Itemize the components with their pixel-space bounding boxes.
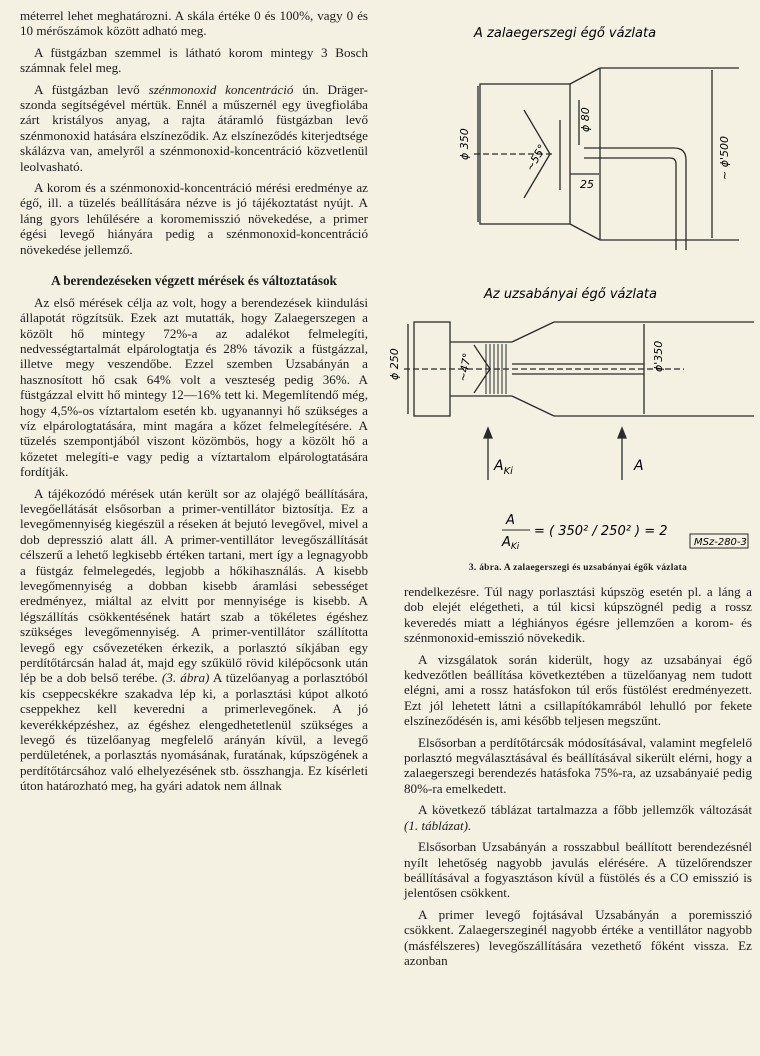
formula-rhs: = ( 350² / 250² ) = 2: [534, 524, 668, 539]
paragraph: rendelkezésre. Túl nagy porlasztási kúpszög esetén pl. a láng a dob elejét elégetheti, a túl kicsi kúpszögnél pedig a rossz keveredés miatt a léghiányos égésre jellemzően a korom- és szénmonoxid-emisszió növekedik.: [404, 584, 752, 646]
arrow-label-sub: Ki: [503, 466, 513, 477]
dim-label-angle: ~47°: [456, 351, 474, 383]
figure-code: MSz-280-3: [694, 537, 747, 548]
paragraph: [20, 486, 368, 794]
dim-label-25: 25: [580, 178, 594, 191]
right-column: [404, 584, 752, 974]
cone-top: [512, 322, 554, 342]
arrow-head-aki: [484, 428, 492, 438]
left-column: [20, 8, 368, 800]
paragraph: Elsősorban Uzsabányán a rosszabbul beállított berendezésnél nyílt lehetőség nagyobb javulás elérésére. A tüzelőrendszer beállításával a fogyasztáson kívül a füstölés és a CO emisszió is jelentősen csökkent.: [404, 839, 752, 901]
fuel-pipe-inner: [584, 158, 676, 250]
paragraph: A vizsgálatok során kiderült, hogy az uzsabányai égő kedvezőtlen beállítása következtében a tüzelőanyag nem tudott elégni, ami a rossz hatásfokon túl erős füstölést eredményezett. Ezt jól lehetett látni a csillapítókamrából lehulló por fekete elszíneződésén is, ami később teljesen megszűnt.: [404, 651, 752, 729]
text-run: A következő táblázat tartalmazza a főbb jellemzők változását: [418, 802, 752, 818]
formula-den-main: A: [502, 535, 511, 550]
emphasis: szénmonoxid koncentráció: [148, 81, 294, 97]
paragraph: [404, 802, 752, 833]
dim-label-350: ϕ'350: [652, 340, 665, 372]
figure-title-top: A zalaegerszegi égő vázlata: [474, 26, 657, 41]
paragraph: Az első mérések célja az volt, hogy a berendezések kiindulási állapotát rögzítsük. Ezek azt mutatták, hogy Zalaegerszegen a közölt hő mintegy 72%-a az adalékot felmelegíti, nedvességtartalmát elpárologtatja és 28% távozik a füstgázzal, illetve megy veszendőbe. Ezzel szemben Uzsabányán a hasznosított hő csak 64% volt a veszteség pedig 36%. A füstgázzal elvitt hő mintegy 12—16% tett ki. Megemlítendő még, hogy 4,5%-os víztartalom esetén kb. ugyanannyi hő szükséges a víz elpárologtatására, mint magára a kőzet felmelegítésére. A tüzelés szempontjából viszont közömbös, hogy a közölt hő a kőzetet melegíti-e vagy pedig a víztartalom elpárologtatására fordítják.: [20, 294, 368, 480]
emphasis: (1. táblázat).: [404, 817, 472, 833]
paragraph: [20, 82, 368, 174]
arrow-label-aki: [493, 458, 513, 477]
figure-caption: 3. ábra. A zalaegerszegi és uzsabányai égők vázlata: [468, 563, 688, 573]
text-run: A tájékozódó mérések után került sor az olajégő beállítására, levegőellátását elsősorban a primer-ventillátor biztosítja. Ez a levegőmennyiség kiegészül a réseken át bejutó levegővel, mivel a dob depresszió alatt áll. A primer-ventillátor levegőszállítását célszerű a lehető legkisebb értéken tartani, mert így a legnagyobb a füstgáz felmelegedés, legjobb a hőkihasználás. A kisebb levegőmennyiség a dobban kisebb áramlási sebességet eredményez, miáltal az elvitt por mennyisége is kisebb. A légszállítás csökkentésének határt szab a tökéletes égéshez szükséges levegőmennyiség. A primer-ventillátor szállította levegő egy csővezetéken érkezik, a porlasztó síkjában egy perdítőtárcsán halad át, majd egy szűkülő rövid kilépőcsonk után lép be a dob belső terébe.: [20, 485, 368, 686]
formula-den-sub: Ki: [510, 542, 520, 552]
spray-lower: [474, 369, 490, 393]
text-run: A tüzelőanyag a porlasztóból kis cseppecskékre szakadva lép ki, a porlasztási kúpot alkotó cseppekhez kell keveredni a primerlevegőnek. A jó keverékképzéshez, az égéshez elengedhetetlenül szükséges a levegő és tüzelőanyag megfelelő arányán kívül, a levegő perdületének, a porlasztás nyomásának, furatának, kúpszögének a perdítőtárcsához való elhelyezésének stb. összhangja. Ez kísérleti úton határozható meg, ha gyári adatok nem állnak: [20, 670, 368, 794]
zalaegerszeg-burner-drawing: [474, 68, 739, 250]
cone-bottom: [512, 396, 554, 416]
dim-label-500: ~ ϕ'500: [718, 136, 731, 180]
formula-denominator: [501, 535, 520, 552]
text-run: A füstgázban levő: [34, 81, 149, 97]
arrow-head-a: [618, 428, 626, 438]
paragraph: A korom és a szénmonoxid-koncentráció mérési eredménye az égő, ill. a tüzelés beállítására nézve is jó tájékoztatást nyújt. A láng gyors lehűlésére a koromemisszió növekedése, a primer égési levegő hiányára pedig a szénmonoxid-koncentráció növekedése jellemző.: [20, 180, 368, 257]
dim-label-80: ϕ 80: [579, 107, 592, 132]
formula-numerator: A: [506, 513, 515, 528]
paragraph: A primer levegő fojtásával Uzsabányán a poremisszió csökkent. Zalaegerszeginél nagyobb értéke a ventillátor nagyobb (másfélszeres) levegőszállítására vezethető főként vissza. Ez azonban: [404, 906, 752, 968]
burner-figure: [384, 0, 760, 580]
paragraph: Elsősorban a perdítőtárcsák módosításával, valamint megfelelő porlasztó megválasztásával és beállításával sikerült elérni, hogy a zalaegerszegi berendezés hatásfoka 75%-ra, az uzsabányaié pedig 80%-ra emelkedett.: [404, 734, 752, 796]
burner-cone-top: [570, 68, 600, 84]
spray-upper: [474, 345, 490, 369]
emphasis: (3. ábra): [161, 670, 210, 686]
burner-cone-bottom: [570, 224, 600, 240]
dim-label-250: ϕ 250: [388, 348, 401, 380]
arrow-label-main: A: [494, 458, 504, 474]
dim-label-angle: ~55°: [523, 142, 549, 174]
uzsabanya-burner-drawing: [404, 322, 754, 416]
paragraph: A füstgázban szemmel is látható korom mintegy 3 Bosch számnak felel meg.: [20, 44, 368, 76]
fuel-pipe-outer: [584, 148, 686, 250]
text-run: ún. Dräger-szonda segítségével mértük. Ennél a műszernél egy üvegfiolába zárt kristályos anyag, a rajta átáramló füstgázban levő szénmonoxid hatására elszíneződik. Az elszíneződés kiterjedtsége skálázva van, amelyről a szénmonoxid-koncentráció közvetlenül leolvasható.: [20, 81, 368, 174]
section-heading: A berendezéseken végzett mérések és változtatások: [51, 273, 337, 289]
ratio-formula: [501, 513, 668, 552]
figure-title-bottom: Az uzsabányai égő vázlata: [484, 287, 657, 302]
paragraph: méterrel lehet meghatározni. A skála értéke 0 és 100%, vagy 0 és 10 mérőszámok között adható meg.: [20, 8, 368, 39]
arrow-label-a: A: [634, 458, 644, 474]
dim-label-350: ϕ 350: [458, 128, 471, 160]
